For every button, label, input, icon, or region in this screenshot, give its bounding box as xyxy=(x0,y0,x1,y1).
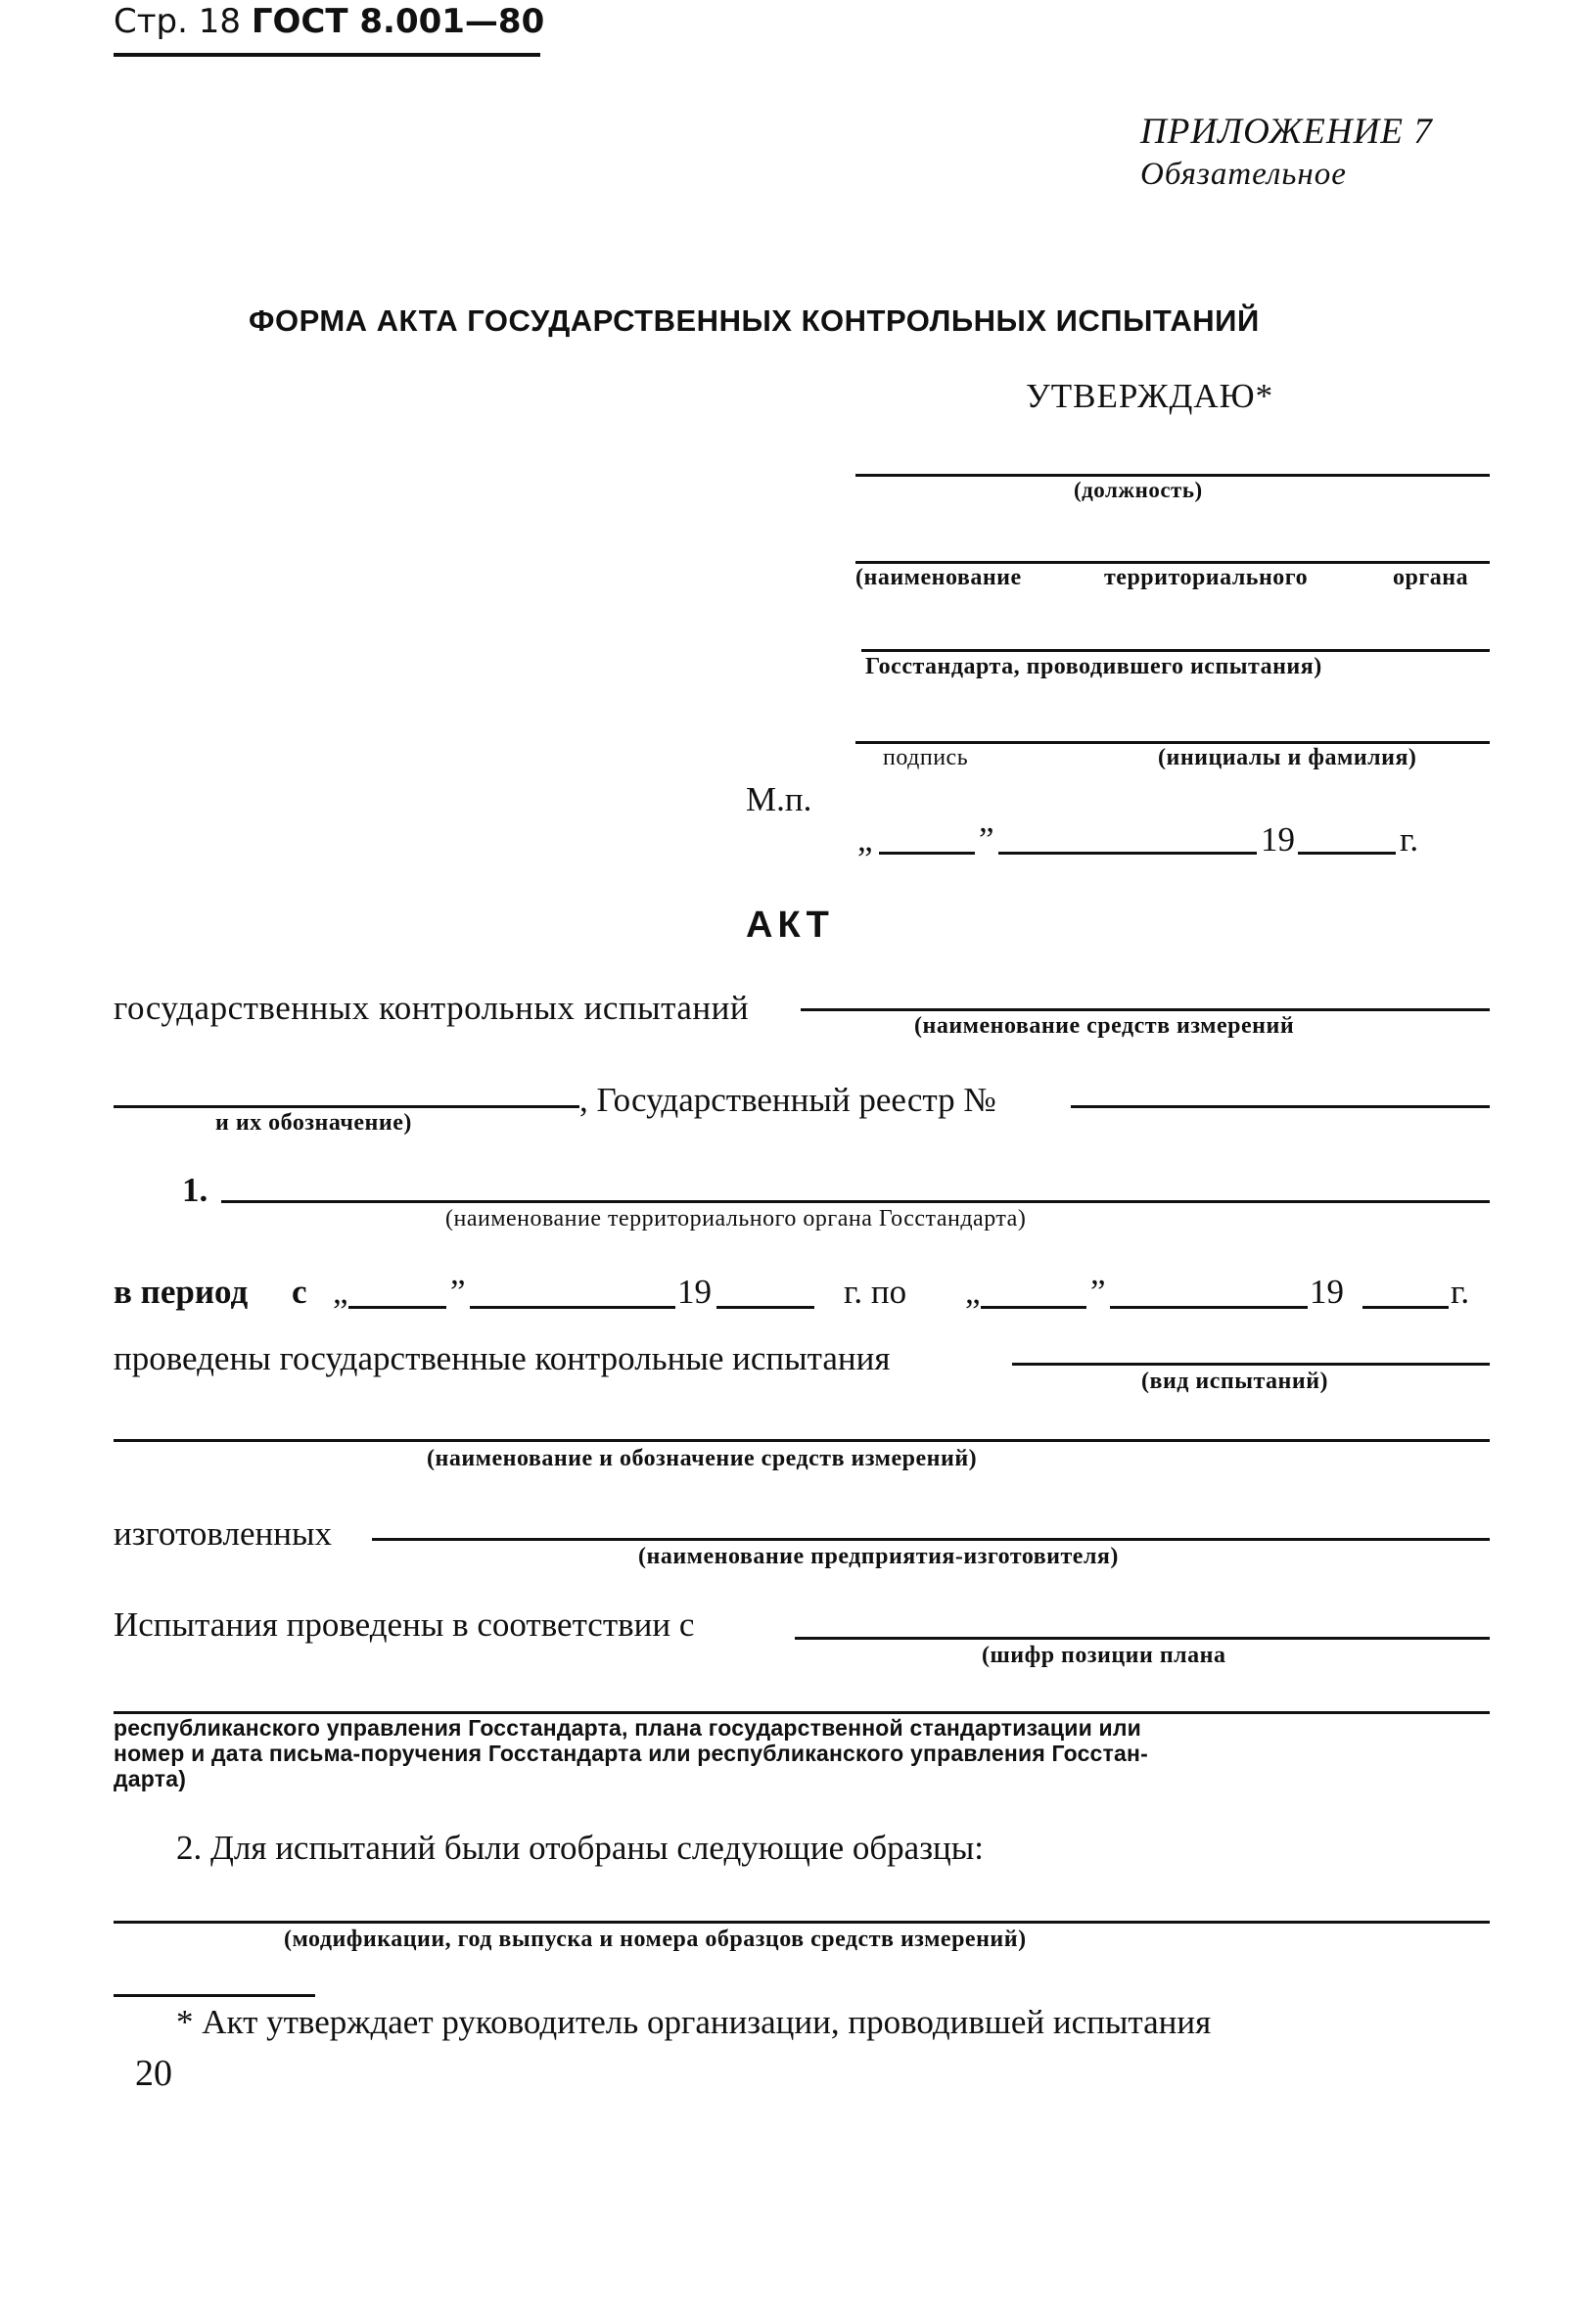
approval-date xyxy=(857,820,873,860)
period-g-po: г. по xyxy=(844,1273,907,1311)
period-prefix: в период xyxy=(114,1273,249,1311)
act-line2-rule-right xyxy=(1071,1105,1490,1108)
accordance-text: Испытания проведены в соответствии с xyxy=(114,1605,695,1644)
org-caption-1b: территориального xyxy=(1104,565,1309,590)
act-line2-rule-left xyxy=(114,1105,579,1108)
accordance-rule xyxy=(795,1637,1490,1640)
date-suffix: г. xyxy=(1400,820,1419,859)
act-line1-text: государственных контрольных испытаний xyxy=(114,989,750,1027)
act-line2-text: , Государственный реестр № xyxy=(579,1081,996,1119)
conducted-rule xyxy=(1012,1363,1490,1366)
period-year1-line xyxy=(716,1306,814,1309)
position-caption: (должность) xyxy=(1074,478,1203,502)
signature-line xyxy=(855,741,1490,744)
instrument-caption: (наименование и обозначение средств измерений) xyxy=(427,1446,978,1471)
act-line2-caption: и их обозначение) xyxy=(215,1110,412,1136)
period-year-1: 19 xyxy=(677,1273,712,1311)
item2-text: 2. Для испытаний были отобраны следующие образцы: xyxy=(176,1829,985,1867)
period-end: г. xyxy=(1451,1273,1470,1311)
period-quote-2: „ xyxy=(965,1273,981,1311)
org-line-2 xyxy=(861,649,1490,652)
footnote: * Акт утверждает руководитель организации, проводившей испытания xyxy=(176,2003,1212,2041)
manufactured-rule xyxy=(372,1538,1490,1541)
manufactured-caption: (наименование предприятия-изготовителя) xyxy=(638,1544,1119,1569)
org-caption-1c: органа xyxy=(1393,565,1469,590)
period-close-2: ” xyxy=(1090,1273,1106,1311)
date-year: 19 xyxy=(1261,820,1295,859)
accordance-note-1: республиканского управления Госстандарта, плана государственной стандартизации или xyxy=(114,1715,1141,1741)
stamp-label: М.п. xyxy=(746,780,812,818)
approve-label: УТВЕРЖДАЮ* xyxy=(1026,377,1274,415)
period-from: с xyxy=(292,1273,307,1311)
item1-rule xyxy=(221,1200,1490,1203)
period-day1-line xyxy=(348,1306,446,1309)
period-year2-line xyxy=(1362,1306,1449,1309)
org-line-1 xyxy=(855,561,1490,564)
period-quote-1: „ xyxy=(333,1273,348,1311)
date-month-line xyxy=(998,852,1257,855)
org-caption-2: Госстандарта, проводившего испытания) xyxy=(865,654,1322,679)
period-year-2: 19 xyxy=(1310,1273,1344,1311)
manufactured-text: изготовленных xyxy=(114,1514,332,1553)
item2-rule xyxy=(114,1921,1490,1924)
act-line1-caption: (наименование средств измерений xyxy=(914,1013,1295,1039)
item1-number: 1. xyxy=(182,1171,208,1209)
appendix-subtitle: Обязательное xyxy=(1140,157,1347,192)
act-line1-rule xyxy=(801,1008,1490,1011)
accordance-note-3: дарта) xyxy=(114,1766,187,1791)
act-title: АКТ xyxy=(746,905,834,946)
item1-caption: (наименование территориального органа Госстандарта) xyxy=(445,1206,1027,1232)
period-close-1: ” xyxy=(450,1273,466,1311)
org-caption-1a: (наименование xyxy=(855,565,1022,590)
accordance-rule-2 xyxy=(114,1711,1490,1714)
date-day-line xyxy=(879,852,975,855)
page-number: 20 xyxy=(135,2053,172,2094)
period-month1-line xyxy=(470,1306,675,1309)
signature-caption: подпись xyxy=(883,745,969,770)
name-caption: (инициалы и фамилия) xyxy=(1158,745,1417,770)
period-month2-line xyxy=(1110,1306,1308,1309)
appendix-title: ПРИЛОЖЕНИЕ 7 xyxy=(1140,112,1433,152)
accordance-caption: (шифр позиции плана xyxy=(982,1643,1226,1668)
period-day2-line xyxy=(981,1306,1086,1309)
position-line xyxy=(855,474,1490,477)
footnote-separator xyxy=(114,1994,315,1997)
date-close-quote: ” xyxy=(979,820,994,859)
header-underline xyxy=(114,53,540,57)
page-label: Стр. 18 xyxy=(114,2,242,41)
conducted-text: проведены государственные контрольные испытания xyxy=(114,1339,891,1377)
form-title: ФОРМА АКТА ГОСУДАРСТВЕННЫХ КОНТРОЛЬНЫХ ИСПЫТАНИЙ xyxy=(249,303,1260,338)
accordance-note-2: номер и дата письма-поручения Госстандарта или республиканского управления Госстан- xyxy=(114,1741,1148,1766)
instrument-rule xyxy=(114,1439,1490,1442)
item2-caption: (модификации, год выпуска и номера образцов средств измерений) xyxy=(284,1927,1027,1952)
date-year-line xyxy=(1298,852,1396,855)
standard-number: ГОСТ 8.001—80 xyxy=(251,2,545,41)
conducted-caption: (вид испытаний) xyxy=(1141,1369,1329,1394)
page-header xyxy=(114,2,544,41)
date-open-quote: „ xyxy=(857,820,873,859)
